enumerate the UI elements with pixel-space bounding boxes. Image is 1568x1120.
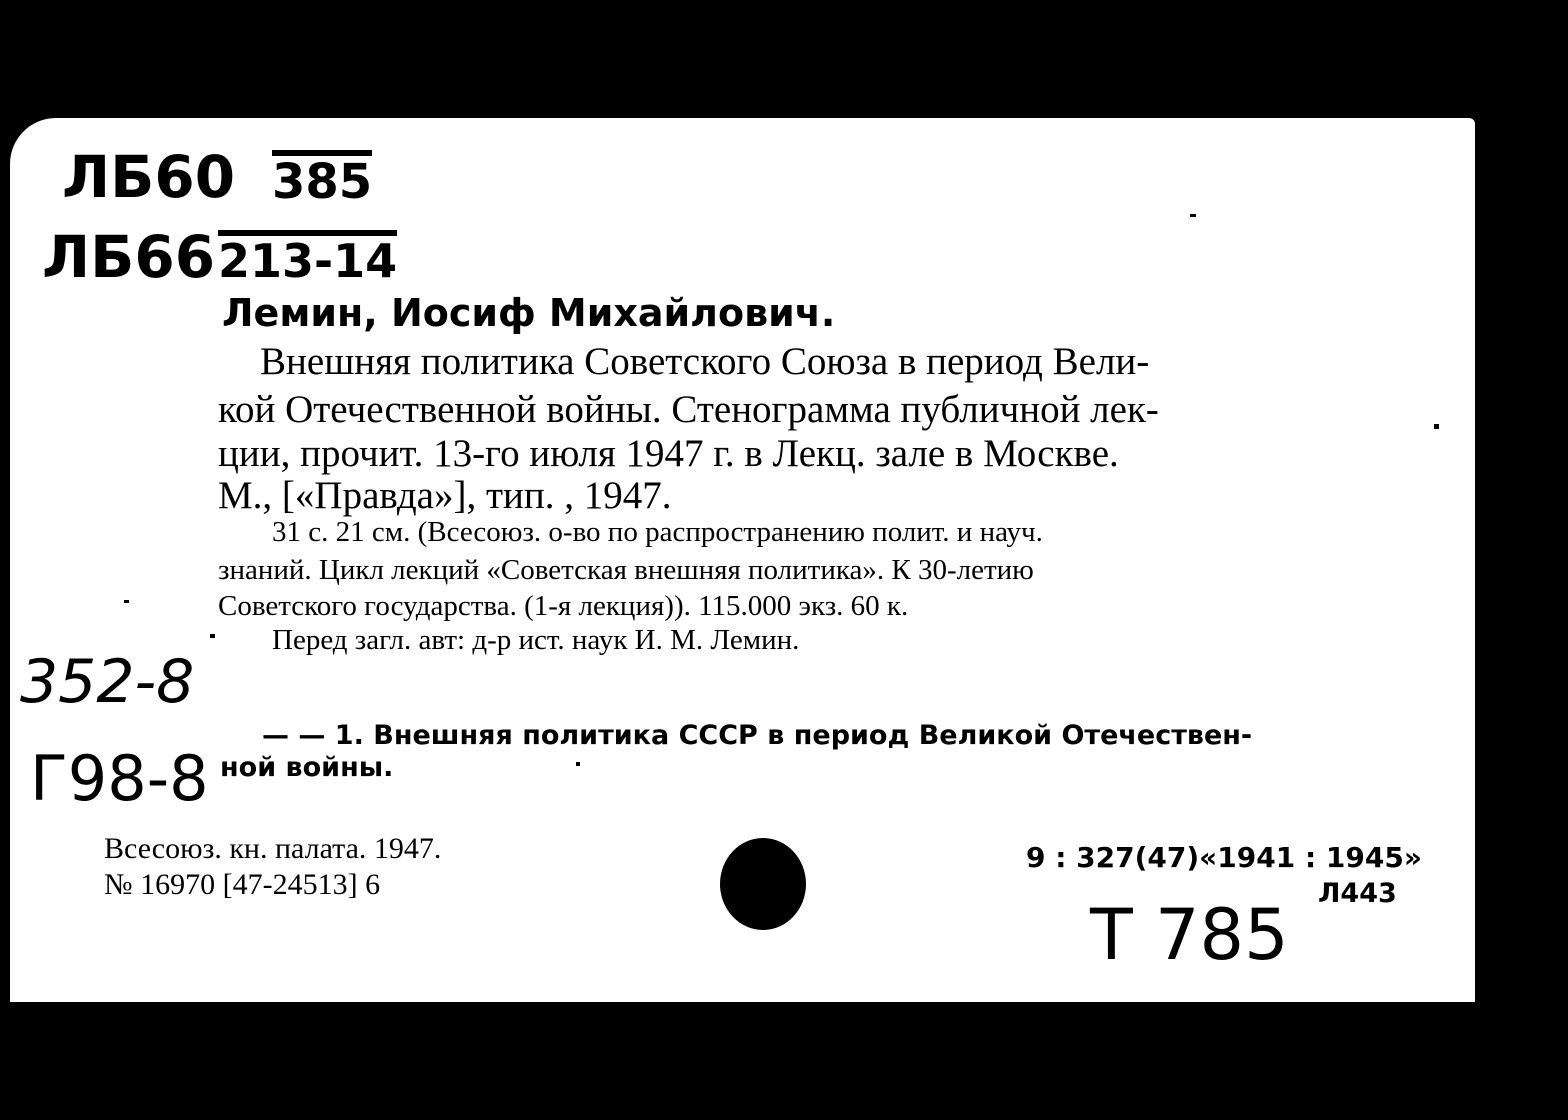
description-line-2: знаний. Цикл лекций «Советская внешняя политика». К 30-летию: [218, 554, 1034, 586]
speck: [124, 600, 129, 603]
shelfmark-2-number: 213-14: [218, 230, 397, 284]
shelfmark-1: ЛБ60: [62, 143, 236, 211]
shelfmark-2: ЛБ66: [42, 223, 216, 291]
speck: [1434, 424, 1439, 429]
speck: [576, 762, 580, 766]
title-line-3: ции, прочит. 13-го июля 1947 г. в Лекц. зале в Москве.: [218, 432, 1119, 475]
classification-index: 9 : 327(47)«1941 : 1945»: [1026, 841, 1422, 874]
title-line-4: М., [«Правда»], тип. , 1947.: [218, 474, 672, 517]
bottom-right-note: Т 785: [1090, 894, 1289, 976]
description-line-3: Советского государства. (1-я лекция)). 115.000 экз. 60 к.: [218, 590, 909, 622]
left-note-2: Г98-8: [30, 742, 209, 815]
author-mark: Л443: [1318, 878, 1397, 909]
subject-line-2: ной войны.: [220, 752, 394, 783]
shelfmark-1-number: 385: [272, 150, 372, 206]
title-line-2: кой Отечественной войны. Стенограмма публичной лек-: [218, 388, 1159, 431]
punch-hole: [720, 838, 806, 930]
description-line-1: 31 с. 21 см. (Всесоюз. о-во по распространению полит. и науч.: [272, 516, 1043, 548]
speck: [1190, 214, 1196, 217]
title-line-1: Внешняя политика Советского Союза в период Вели-: [260, 340, 1150, 383]
left-note-1: 352-8: [20, 647, 195, 717]
book-chamber-line-2: № 16970 [47-24513] 6: [104, 868, 381, 901]
speck: [210, 634, 215, 638]
book-chamber-line-1: Всесоюз. кн. палата. 1947.: [104, 832, 442, 865]
author-heading: Лемин, Иосиф Михайлович.: [222, 291, 836, 335]
subject-line-1: — — 1. Внешняя политика СССР в период Великой Отечествен-: [262, 720, 1253, 751]
description-line-4: Перед загл. авт: д-р ист. наук И. М. Лемин.: [272, 624, 800, 656]
